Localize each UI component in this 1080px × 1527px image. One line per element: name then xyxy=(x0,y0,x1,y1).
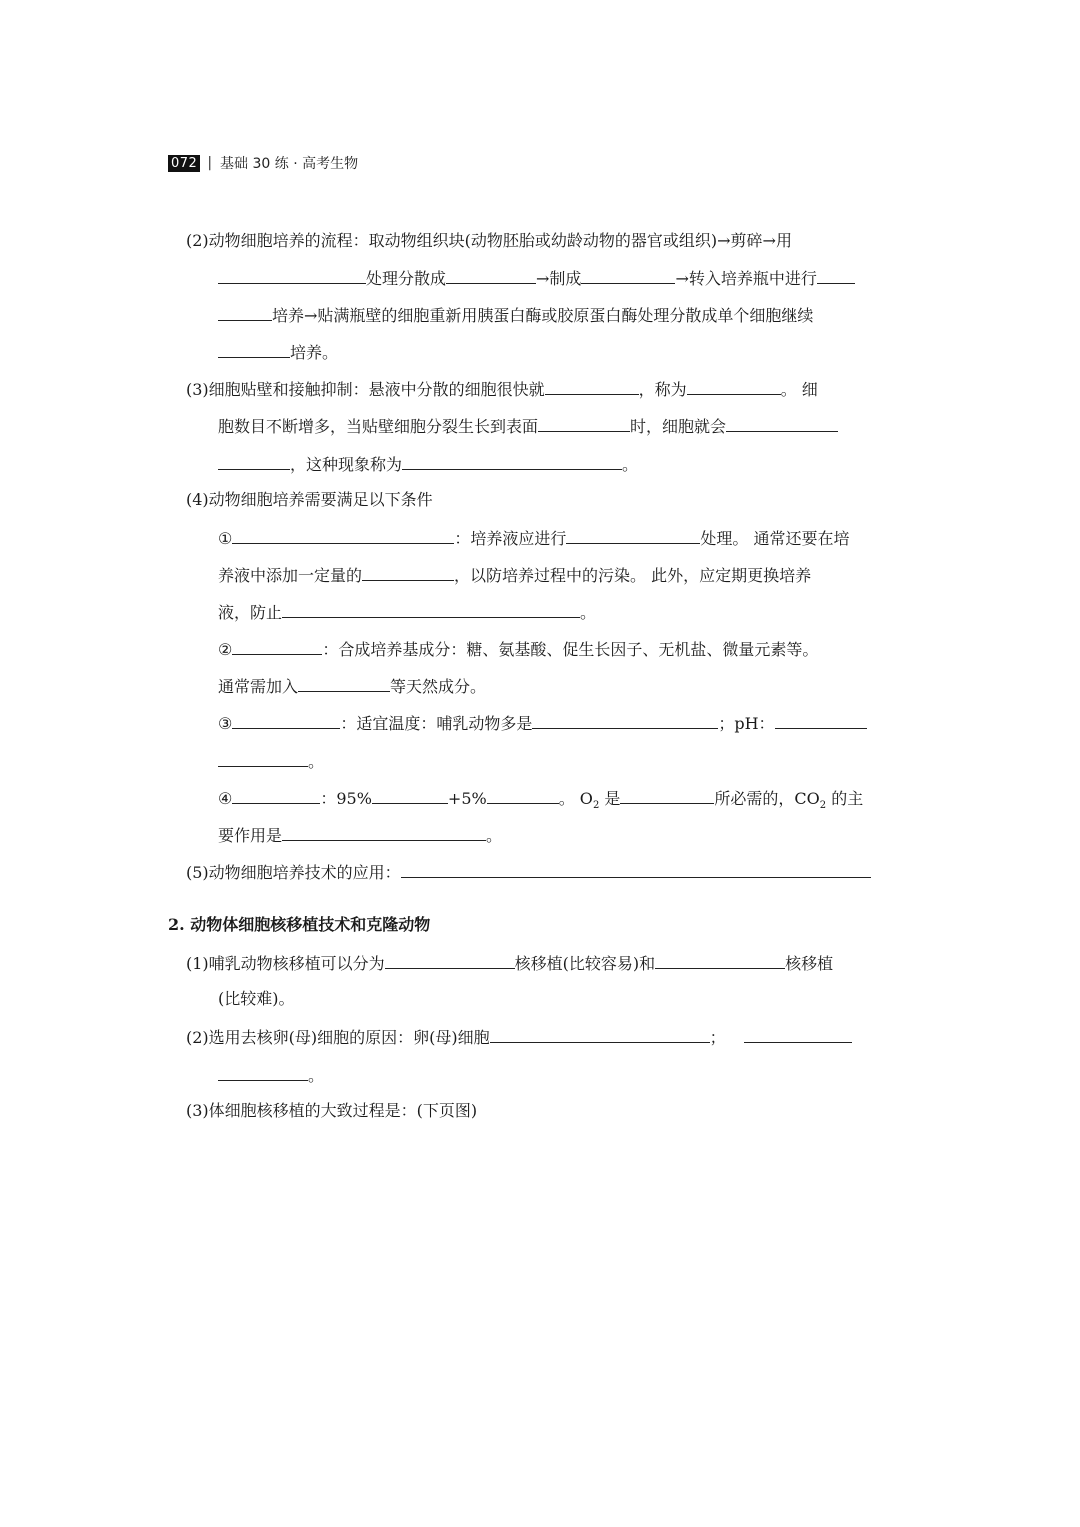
answer-blank[interactable] xyxy=(232,526,454,544)
text: 。 O xyxy=(558,789,593,808)
text: +5% xyxy=(447,789,487,808)
answer-blank[interactable] xyxy=(566,526,700,544)
s4-c2-line-2 xyxy=(218,674,486,696)
answer-blank[interactable] xyxy=(401,860,871,878)
text: (2)动物细胞培养的流程：取动物组织块(动物胚胎或幼龄动物的器官或组织)→剪碎→用 xyxy=(186,231,792,250)
s4-c4-line-1 xyxy=(218,786,864,812)
text: 。 xyxy=(622,455,639,474)
text: 是 xyxy=(599,789,621,808)
s2-line-1 xyxy=(186,230,792,252)
answer-blank[interactable] xyxy=(218,340,290,358)
s4-c3-line-1 xyxy=(218,711,867,733)
answer-blank[interactable] xyxy=(726,414,838,432)
text: (5)动物细胞培养技术的应用： xyxy=(186,863,401,882)
text: ：95% xyxy=(320,789,372,808)
answer-blank[interactable] xyxy=(620,786,714,804)
subscript: 2 xyxy=(592,800,600,812)
sec2-p1-line-2 xyxy=(218,988,295,1010)
s4-title xyxy=(186,489,433,511)
text: 核移植 xyxy=(785,954,834,973)
answer-blank[interactable] xyxy=(538,414,630,432)
text: ：培养液应进行 xyxy=(454,529,567,548)
answer-blank[interactable] xyxy=(655,951,785,969)
text: ：合成培养基成分：糖、氨基酸、促生长因子、无机盐、微量元素等。 xyxy=(322,640,819,659)
answer-blank[interactable] xyxy=(402,452,622,470)
answer-blank[interactable] xyxy=(362,563,454,581)
s2-line-4 xyxy=(218,340,338,362)
answer-blank[interactable] xyxy=(581,266,675,284)
page-header xyxy=(168,154,358,172)
answer-blank[interactable] xyxy=(232,786,320,804)
circled-number: ③ xyxy=(218,714,233,733)
text: 等天然成分。 xyxy=(390,677,487,696)
s3-line-2 xyxy=(218,414,838,436)
sec2-p2-line-1 xyxy=(186,1025,852,1047)
s2-line-3 xyxy=(218,303,813,325)
s3-line-3 xyxy=(218,452,638,474)
s4-c1-line-3 xyxy=(218,600,596,622)
page-number: 072 xyxy=(168,155,200,172)
s3-line-1 xyxy=(186,377,818,399)
subscript: 2 xyxy=(819,800,827,812)
text: 通常需加入 xyxy=(218,677,299,696)
answer-blank[interactable] xyxy=(218,749,308,767)
text: 培养。 xyxy=(290,343,339,362)
answer-blank[interactable] xyxy=(232,711,340,729)
answer-blank[interactable] xyxy=(218,266,366,284)
text: 培养→贴满瓶壁的细胞重新用胰蛋白酶或胶原蛋白酶处理分散成单个细胞继续 xyxy=(272,306,814,325)
text: 养液中添加一定量的 xyxy=(218,566,363,585)
text: →转入培养瓶中进行 xyxy=(675,269,817,288)
answer-blank[interactable] xyxy=(218,1063,308,1081)
s4-c1-line-1 xyxy=(218,526,849,548)
s4-c2-line-1 xyxy=(218,637,818,659)
header-separator: | xyxy=(207,155,213,171)
answer-blank[interactable] xyxy=(545,377,639,395)
circled-number: ① xyxy=(218,529,233,548)
answer-blank[interactable] xyxy=(446,266,536,284)
answer-blank[interactable] xyxy=(372,786,448,804)
text: (1)哺乳动物核移植可以分为 xyxy=(186,954,385,973)
book-title: 基础 30 练 · 高考生物 xyxy=(220,156,359,172)
text: 2. 动物体细胞核移植技术和克隆动物 xyxy=(168,915,431,934)
text: (2)选用去核卵(母)细胞的原因：卵(母)细胞 xyxy=(186,1028,490,1047)
text: (4)动物细胞培养需要满足以下条件 xyxy=(186,490,433,509)
s2-line-2 xyxy=(218,266,855,288)
text: (3)体细胞核移植的大致过程是：(下页图) xyxy=(186,1101,478,1120)
text: 核移植(比较容易)和 xyxy=(514,954,656,973)
answer-blank[interactable] xyxy=(232,637,322,655)
text: ； xyxy=(709,1028,726,1047)
text: ；pH： xyxy=(718,714,775,733)
answer-blank[interactable] xyxy=(532,711,718,729)
s4-c1-line-2 xyxy=(218,563,811,585)
text: 胞数目不断增多，当贴壁细胞分裂生长到表面 xyxy=(218,417,539,436)
answer-blank[interactable] xyxy=(744,1025,852,1043)
circled-number: ④ xyxy=(218,789,233,808)
s4-c3-line-2 xyxy=(218,749,324,771)
text: 所必需的，CO xyxy=(714,789,820,808)
text: ：适宜温度：哺乳动物多是 xyxy=(340,714,533,733)
answer-blank[interactable] xyxy=(687,377,781,395)
text: →制成 xyxy=(536,269,582,288)
answer-blank[interactable] xyxy=(487,786,559,804)
text: 液，防止 xyxy=(218,603,283,622)
answer-blank[interactable] xyxy=(282,600,580,618)
text: 处理分散成 xyxy=(366,269,447,288)
answer-blank[interactable] xyxy=(218,452,290,470)
section-2-title xyxy=(168,914,430,936)
text: 的主 xyxy=(826,789,864,808)
text: ，称为 xyxy=(638,380,687,399)
text: ，这种现象称为 xyxy=(290,455,403,474)
answer-blank[interactable] xyxy=(817,266,855,284)
answer-blank[interactable] xyxy=(385,951,515,969)
text: (比较难)。 xyxy=(218,989,295,1008)
text: 。 xyxy=(308,752,325,771)
answer-blank[interactable] xyxy=(298,674,390,692)
text: 要作用是 xyxy=(218,826,283,845)
text: 时，细胞就会 xyxy=(630,417,727,436)
answer-blank[interactable] xyxy=(490,1025,710,1043)
sec2-p2-line-2 xyxy=(218,1063,324,1085)
answer-blank[interactable] xyxy=(282,823,486,841)
s4-c4-line-2 xyxy=(218,823,502,845)
text: 。 xyxy=(580,603,597,622)
text: 。 xyxy=(308,1066,325,1085)
text: 。 xyxy=(486,826,503,845)
answer-blank[interactable] xyxy=(775,711,867,729)
text: (3)细胞贴壁和接触抑制：悬液中分散的细胞很快就 xyxy=(186,380,545,399)
sec2-p3-line-1 xyxy=(186,1100,477,1122)
sec2-p1-line-1 xyxy=(186,951,833,973)
text: 。 细 xyxy=(780,380,818,399)
s5-line-1 xyxy=(186,860,871,882)
circled-number: ② xyxy=(218,640,233,659)
answer-blank[interactable] xyxy=(218,303,272,321)
text: ，以防培养过程中的污染。 此外，应定期更换培养 xyxy=(454,566,812,585)
text: 处理。 通常还要在培 xyxy=(700,529,850,548)
